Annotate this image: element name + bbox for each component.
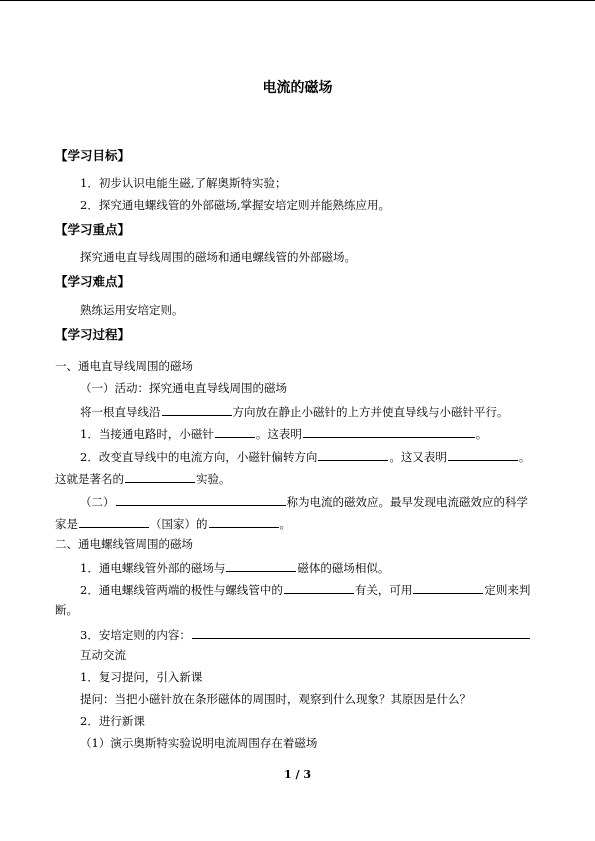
text-segment: 3．安培定则的内容：	[80, 628, 191, 642]
fill-blank[interactable]	[192, 626, 530, 639]
fill-blank[interactable]	[413, 581, 483, 594]
text-segment: 2．通电螺线管两端的极性与螺线管中的	[80, 583, 283, 597]
part1-activity: （一）活动：探究通电直导线周围的磁场	[80, 381, 287, 395]
text-segment: 。这又表明	[389, 450, 447, 464]
fill-blank[interactable]	[318, 448, 388, 461]
section-key-points-heading: 【学习重点】	[55, 222, 131, 237]
fill-blank[interactable]	[226, 559, 296, 572]
key-points-text: 探究通电直导线周围的磁场和通电螺线管的外部磁场。	[80, 250, 356, 264]
fill-blank[interactable]	[448, 448, 518, 461]
part1-heading: 一、通电直导线周围的磁场	[55, 359, 193, 373]
fill-blank[interactable]	[284, 581, 354, 594]
fill-blank[interactable]	[303, 425, 475, 438]
page-title: 电流的磁场	[262, 80, 333, 96]
interaction-heading: 互动交流	[80, 648, 126, 662]
text-segment: 1．通电螺线管外部的磁场与	[80, 561, 226, 575]
text-segment: 将一根直导线沿	[80, 405, 161, 419]
part2-heading: 二、通电螺线管周围的磁场	[55, 537, 193, 551]
difficulties-text: 熟练运用安培定则。	[80, 303, 184, 317]
fill-blank[interactable]	[209, 515, 279, 528]
part2-sentence-3	[80, 626, 531, 642]
text-segment: 称为电流的磁效应。最早发现电流磁效应的科学	[286, 495, 528, 509]
part2-sentence-2-cont: 断。	[55, 603, 78, 617]
interaction-item-4: （1）演示奥斯特实验说明电流周围存在着磁场	[80, 736, 318, 750]
part1-sentence-5	[80, 493, 528, 509]
part1-sentence-4	[55, 470, 231, 486]
text-segment: 有关，可用	[354, 583, 413, 597]
text-segment: 1．当接通电路时，小磁针	[80, 427, 214, 441]
text-segment: 实验。	[196, 472, 231, 486]
page-number: 1 / 3	[284, 768, 311, 781]
fill-blank[interactable]	[79, 515, 149, 528]
goal-2: 2．探究通电螺线管的外部磁场,掌握安培定则并能熟练应用。	[80, 198, 390, 212]
part2-sentence-1	[80, 559, 389, 575]
text-segment: 。	[475, 427, 488, 441]
fill-blank[interactable]	[125, 470, 195, 483]
text-segment: 2．改变直导线中的电流方向，小磁针偏转方向	[80, 450, 318, 464]
text-segment: 家是	[55, 517, 78, 531]
text-segment: 。	[518, 450, 531, 464]
text-segment: 。这表明	[255, 427, 302, 441]
part1-sentence-2	[80, 425, 487, 441]
goal-1: 1．初步认识电能生磁,了解奥斯特实验；	[80, 176, 287, 190]
interaction-item-2: 提问：当把小磁针放在条形磁体的周围时，观察到什么现象？其原因是什么？	[80, 692, 471, 706]
text-segment: 磁体的磁场相似。	[297, 561, 390, 575]
section-process-heading: 【学习过程】	[55, 327, 131, 342]
part2-sentence-2	[80, 581, 530, 597]
fill-blank[interactable]	[162, 403, 232, 416]
part1-sentence-1	[80, 403, 509, 419]
text-segment: （二）	[80, 495, 115, 509]
text-segment: 。	[279, 517, 291, 531]
part1-sentence-3	[80, 448, 530, 464]
fill-blank[interactable]	[116, 493, 286, 506]
part1-sentence-6	[55, 515, 291, 531]
header-rule	[0, 0, 595, 1]
text-segment: 这就是著名的	[55, 472, 124, 486]
text-segment: 定则来判	[484, 583, 531, 597]
fill-blank[interactable]	[215, 425, 255, 438]
text-segment: 方向放在静止小磁针的上方并使直导线与小磁针平行。	[232, 405, 509, 419]
section-goals-heading: 【学习目标】	[55, 148, 131, 163]
interaction-item-1: 1．复习提问，引入新课	[80, 670, 203, 684]
text-segment: （国家）的	[150, 517, 208, 531]
interaction-item-3: 2．进行新课	[80, 714, 145, 728]
section-difficulties-heading: 【学习难点】	[55, 274, 131, 289]
